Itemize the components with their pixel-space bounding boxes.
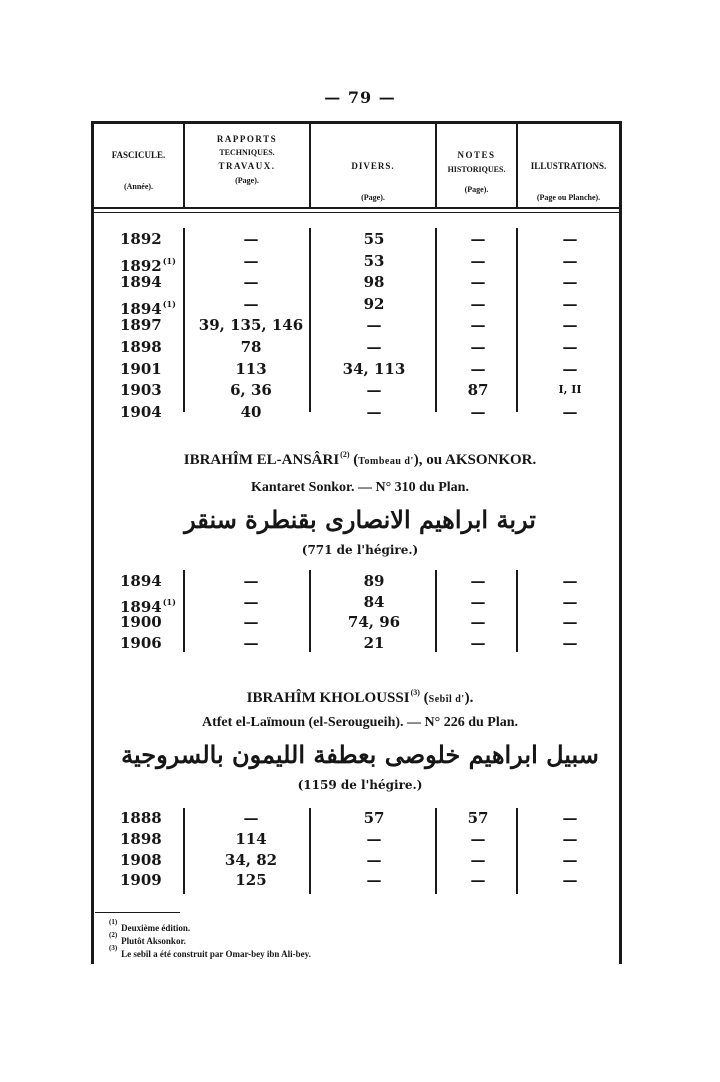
cell-notes-value: — [470, 850, 486, 869]
page-number: — 79 — [324, 88, 396, 107]
cell-illustrations-value: — [562, 316, 578, 335]
cell-notes-value: — [470, 633, 486, 652]
cell-illustrations [520, 808, 620, 828]
cell-year-value: 1892 [120, 256, 162, 275]
cell-divers [312, 829, 436, 849]
cell-illustrations [520, 337, 620, 357]
section3-title-open: ( [419, 690, 429, 706]
cell-divers [312, 571, 436, 591]
cell-notes-value: — [470, 251, 486, 270]
cell-rapports [192, 272, 310, 292]
section2-arabic: تربة ابراهيم الانصارى بقنطرة سنقر [184, 505, 536, 534]
cell-year [120, 337, 190, 357]
cell-illustrations [520, 294, 620, 314]
cell-notes [438, 870, 518, 890]
cell-year [120, 402, 190, 422]
cell-rapports-value: — [243, 251, 259, 270]
section2-hegire: (771 de l'hégire.) [301, 543, 419, 557]
cell-notes-value: — [470, 338, 486, 356]
cell-illustrations-value: — [562, 572, 578, 590]
cell-year-value: 1906 [120, 633, 162, 652]
cell-year [120, 870, 190, 890]
col-header-notes-line2: HISTORIQUES. [447, 165, 506, 174]
col-header-rapports-line2: TECHNIQUES. [219, 148, 275, 157]
cell-notes-value: 87 [467, 381, 489, 400]
cell-notes [438, 251, 518, 271]
cell-divers [312, 337, 436, 357]
section3-title [0, 688, 720, 707]
cell-notes-value: — [470, 829, 486, 848]
cell-year [120, 359, 190, 379]
cell-rapports-value: 114 [235, 829, 267, 848]
cell-notes-value: — [470, 402, 486, 421]
col-header-rapports-line1: RAPPORTS [216, 134, 278, 144]
cell-notes-value: — [470, 273, 486, 292]
section2-title-name: IBRAHÎM EL-ANSÂRI [183, 452, 340, 468]
cell-year [120, 633, 190, 653]
cell-notes [438, 571, 518, 591]
col-header-fascicule [94, 150, 183, 191]
cell-rapports-value: — [243, 613, 259, 632]
cell-year-value: 1897 [120, 316, 162, 335]
cell-notes [438, 337, 518, 357]
table-frame-top [91, 121, 622, 124]
cell-illustrations-value: — [562, 829, 578, 848]
cell-notes-value: 57 [467, 809, 489, 827]
col-header-rapports [185, 134, 309, 185]
section3-hegire: (1159 de l'hégire.) [297, 778, 423, 792]
footnote-text: Plutôt Aksonkor. [121, 936, 186, 946]
cell-illustrations [520, 592, 620, 612]
footnote-text: Le sebîl a été construit par Omar-bey ibn Ali-bey. [121, 949, 311, 959]
cell-illustrations-value: — [562, 871, 578, 890]
cell-rapports [192, 633, 310, 653]
cell-rapports-value: — [243, 633, 259, 652]
section2-title-footnote-ref: (2) [340, 450, 350, 459]
cell-notes [438, 829, 518, 849]
cell-illustrations-value: I, II [558, 383, 582, 397]
cell-notes [438, 294, 518, 314]
cell-year [120, 294, 190, 318]
cell-divers-value: — [366, 316, 382, 335]
cell-divers [312, 870, 436, 890]
cell-divers [312, 808, 436, 828]
cell-illustrations [520, 612, 620, 632]
cell-divers-value: 57 [363, 809, 385, 827]
cell-year-value: 1908 [120, 850, 162, 869]
section3-title-name: IBRAHÎM KHOLOUSSI [246, 690, 410, 706]
cell-illustrations [520, 229, 620, 249]
cell-notes-value: — [470, 871, 486, 890]
cell-rapports [192, 380, 310, 400]
cell-notes [438, 612, 518, 632]
cell-divers-value: — [366, 850, 382, 869]
cell-notes [438, 850, 518, 870]
cell-year [120, 315, 190, 335]
cell-year-value: 1894 [120, 597, 162, 616]
cell-illustrations [520, 359, 620, 379]
cell-divers [312, 592, 436, 612]
cell-year [120, 850, 190, 870]
cell-divers [312, 272, 436, 292]
cell-notes-value: — [470, 592, 486, 611]
col-header-rapports-sub: (Page). [235, 176, 259, 185]
col-header-divers [311, 161, 435, 202]
section3-title-kind: Sebîl d' [428, 694, 465, 705]
cell-notes [438, 315, 518, 335]
cell-divers [312, 612, 436, 632]
cell-year-value: 1900 [120, 613, 162, 632]
cell-rapports-value: — [243, 572, 259, 590]
cell-year-value: 1894 [120, 273, 162, 292]
cell-divers [312, 294, 436, 314]
cell-divers [312, 380, 436, 400]
cell-illustrations-value: — [562, 633, 578, 652]
cell-rapports [192, 294, 310, 314]
col-header-rapports-line3: TRAVAUX. [218, 161, 276, 171]
cell-divers [312, 251, 436, 271]
header-rule [91, 207, 622, 209]
col-header-notes-line1: NOTES [457, 150, 496, 160]
cell-rapports [192, 808, 310, 828]
footnote-rule [95, 912, 180, 913]
cell-divers-value: — [366, 381, 382, 400]
cell-divers-value: 53 [363, 251, 385, 270]
cell-illustrations-value: — [562, 613, 578, 632]
footnote-ref: (1) [162, 255, 176, 266]
cell-rapports [192, 402, 310, 422]
cell-notes [438, 229, 518, 249]
cell-rapports-value: — [243, 294, 259, 313]
cell-illustrations [520, 571, 620, 591]
cell-divers [312, 850, 436, 870]
cell-year [120, 272, 190, 292]
cell-notes [438, 402, 518, 422]
cell-rapports-value: 113 [235, 359, 267, 378]
cell-year-value: 1894 [120, 572, 162, 590]
cell-notes [438, 380, 518, 400]
cell-divers-value: 21 [363, 633, 385, 652]
cell-year [120, 380, 190, 400]
cell-notes [438, 633, 518, 653]
cell-notes-value: — [470, 359, 486, 378]
cell-divers-value: — [366, 338, 382, 356]
cell-rapports [192, 612, 310, 632]
cell-year-value: 1901 [120, 359, 162, 378]
section2-title-open: ( [349, 452, 359, 468]
cell-divers [312, 315, 436, 335]
cell-illustrations-value: — [562, 273, 578, 292]
footnote-mark: (1) [109, 918, 118, 926]
col-header-divers-label: DIVERS. [351, 161, 395, 171]
cell-illustrations [520, 850, 620, 870]
cell-rapports [192, 571, 310, 591]
cell-illustrations-value: — [562, 592, 578, 611]
col-header-illustrations [518, 161, 619, 202]
cell-notes-value: — [470, 572, 486, 590]
section2-title-kind: Tombeau d' [358, 456, 414, 467]
cell-rapports-value: — [243, 230, 259, 248]
section3-title-rest: ). [464, 690, 474, 706]
cell-rapports-value: 40 [240, 402, 262, 421]
col-header-divers-sub: (Page). [361, 193, 385, 202]
cell-notes-value: — [470, 316, 486, 335]
cell-illustrations-value: — [562, 251, 578, 270]
cell-notes-value: — [470, 613, 486, 632]
cell-divers-value: 84 [363, 592, 385, 611]
cell-notes [438, 808, 518, 828]
cell-divers-value: 98 [363, 273, 385, 292]
section3-arabic: سبيل ابراهيم خلوصى بعطفة الليمون بالسروجية [121, 740, 599, 769]
cell-rapports [192, 592, 310, 612]
cell-illustrations [520, 272, 620, 292]
cell-year-value: 1898 [120, 829, 162, 848]
cell-divers [312, 633, 436, 653]
cell-divers-value: 89 [363, 572, 385, 590]
cell-rapports [192, 251, 310, 271]
cell-illustrations [520, 251, 620, 271]
footnote [108, 944, 311, 959]
cell-year-value: 1898 [120, 338, 162, 356]
col-header-notes [437, 150, 516, 194]
cell-illustrations [520, 315, 620, 335]
cell-rapports-value: 125 [235, 871, 267, 890]
section2-title [0, 450, 720, 469]
cell-year-value: 1894 [120, 299, 162, 318]
cell-rapports [192, 337, 310, 357]
cell-notes [438, 272, 518, 292]
cell-year-value: 1909 [120, 871, 162, 890]
cell-rapports-value: — [243, 809, 259, 827]
cell-rapports [192, 315, 310, 335]
cell-rapports-value: — [243, 592, 259, 611]
cell-year [120, 592, 190, 616]
cell-illustrations [520, 380, 620, 400]
col-header-fascicule-label: FASCICULE. [111, 150, 166, 160]
cell-divers [312, 229, 436, 249]
cell-rapports [192, 359, 310, 379]
col-header-illustrations-label: ILLUSTRATIONS. [530, 161, 607, 171]
cell-illustrations [520, 829, 620, 849]
cell-illustrations-value: — [562, 230, 578, 248]
cell-divers [312, 402, 436, 422]
cell-rapports [192, 850, 310, 870]
cell-illustrations-value: — [562, 294, 578, 313]
header-rule-thin [91, 212, 622, 213]
cell-year [120, 612, 190, 632]
cell-rapports-value: 6, 36 [230, 381, 272, 400]
cell-year [120, 571, 190, 591]
cell-rapports-value: 78 [240, 338, 262, 356]
cell-divers-value: — [366, 402, 382, 421]
section3-title-footnote-ref: (3) [410, 688, 420, 697]
section3-subtitle: Atfet el-Laïmoun (el-Serougueih). — N° 226 du Plan. [201, 715, 519, 730]
cell-illustrations-value: — [562, 402, 578, 421]
cell-year [120, 229, 190, 249]
cell-divers-value: 92 [363, 294, 385, 313]
cell-notes [438, 592, 518, 612]
cell-rapports [192, 829, 310, 849]
cell-divers-value: 34, 113 [342, 359, 406, 378]
cell-divers-value: — [366, 829, 382, 848]
col-header-notes-sub: (Page). [464, 185, 489, 194]
cell-illustrations-value: — [562, 850, 578, 869]
footnote-mark: (2) [109, 931, 118, 939]
cell-illustrations [520, 633, 620, 653]
cell-rapports [192, 870, 310, 890]
col-header-fascicule-sub: (Année). [123, 182, 154, 191]
cell-illustrations [520, 870, 620, 890]
cell-divers-value: 55 [363, 230, 385, 248]
cell-rapports [192, 229, 310, 249]
cell-illustrations-value: — [562, 809, 578, 827]
col-header-illustrations-sub: (Page ou Planche). [536, 193, 601, 202]
cell-year [120, 251, 190, 275]
cell-year [120, 829, 190, 849]
footnote-ref: (1) [162, 298, 176, 309]
cell-illustrations [520, 402, 620, 422]
section2-title-rest: ), ou AKSONKOR. [413, 452, 537, 468]
cell-year-value: 1892 [120, 230, 162, 248]
cell-year [120, 808, 190, 828]
cell-notes-value: — [470, 230, 486, 248]
cell-year-value: 1904 [120, 402, 162, 421]
cell-notes [438, 359, 518, 379]
cell-rapports-value: 39, 135, 146 [198, 316, 304, 335]
cell-divers-value: — [366, 871, 382, 890]
footnote-mark: (3) [109, 944, 118, 952]
footnote-ref: (1) [162, 596, 176, 607]
cell-divers-value: 74, 96 [347, 613, 401, 632]
cell-rapports-value: — [243, 273, 259, 292]
cell-year-value: 1903 [120, 381, 162, 400]
cell-year-value: 1888 [120, 809, 162, 827]
footnote-text: Deuxième édition. [121, 923, 191, 933]
cell-rapports-value: 34, 82 [224, 850, 278, 869]
cell-illustrations-value: — [562, 338, 578, 356]
cell-notes-value: — [470, 294, 486, 313]
cell-divers [312, 359, 436, 379]
cell-illustrations-value: — [562, 359, 578, 378]
section2-subtitle: Kantaret Sonkor. — N° 310 du Plan. [251, 480, 469, 495]
